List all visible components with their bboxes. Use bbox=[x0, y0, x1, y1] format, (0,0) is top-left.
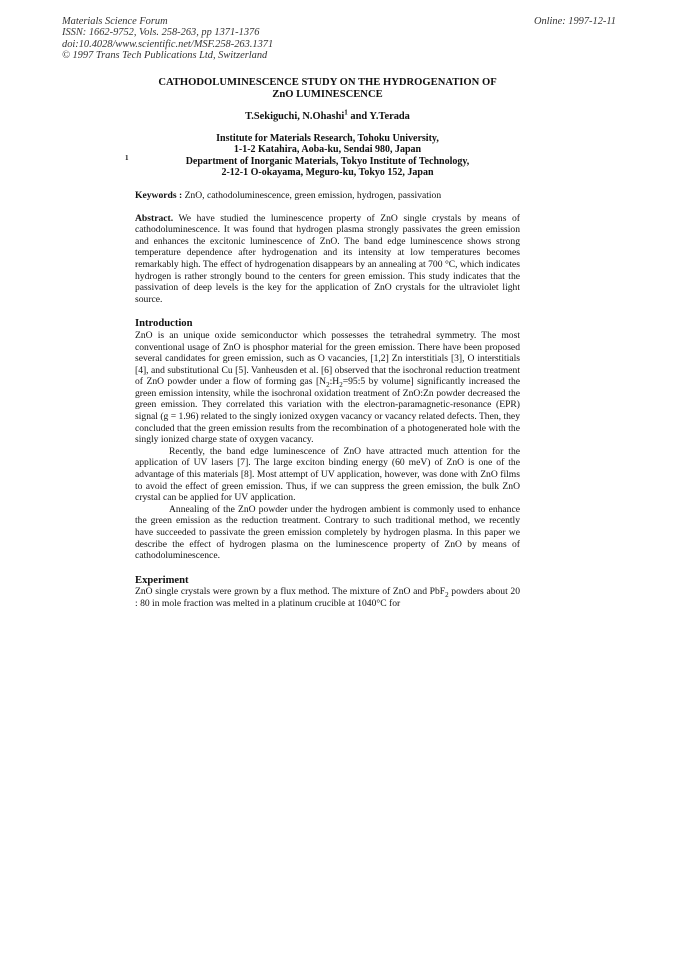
intro-p1-part-a: ZnO is an unique oxide semiconductor which possesses the tetrahedral symmetry. The most conventional usage of ZnO is phosphor material for the green emission. There have been proposed several candidates for green emission, such as O vacancies, [1,2] Zn interstitials [3], O interstitials [4], and substitutional Cu [5]. Vanheusden et al. [6] observed that the isochronal reduction treatment of ZnO powder under a flow of forming gas [N bbox=[135, 329, 520, 388]
introduction-heading: Introduction bbox=[135, 318, 193, 330]
experiment-paragraph-1 bbox=[135, 586, 520, 609]
abstract bbox=[135, 213, 520, 306]
affiliation-2-mark: 1 bbox=[125, 153, 129, 162]
experiment-heading: Experiment bbox=[135, 574, 189, 586]
affiliations bbox=[125, 132, 520, 179]
doi-line[interactable]: doi:10.4028/www.scientific.net/MSF.258-263.1371 bbox=[62, 38, 274, 50]
issn-line: ISSN: 1662-9752, Vols. 258-263, pp 1371-1376 bbox=[62, 27, 260, 39]
abstract-label: Abstract. bbox=[135, 212, 174, 224]
author-last: and Y.Terada bbox=[347, 111, 410, 122]
citation-header bbox=[62, 16, 273, 62]
paper-body bbox=[125, 77, 521, 610]
intro-paragraph-2: Recently, the band edge luminescence of ZnO have attracted much attention for the application of UV lasers [7]. The large exciton binding energy (60 meV) of ZnO is one of the advantage of this materials [8]. Most attempt of UV application, however, was done with ZnO films to avoid the effect of green emission. Thus, if we can suppress the green emission, the bulk ZnO crystal can be applied for UV application. bbox=[135, 445, 520, 504]
affiliation-2-line-2: 2-12-1 O-okayama, Meguro-ku, Tokyo 152, Japan bbox=[221, 167, 434, 179]
copyright-line: © 1997 Trans Tech Publications Ltd, Switzerland bbox=[62, 50, 268, 62]
author-affiliation-mark: 1 bbox=[344, 108, 348, 117]
keywords-label: Keywords : bbox=[135, 189, 185, 201]
author-list bbox=[135, 108, 520, 123]
intro-paragraph-1 bbox=[135, 330, 520, 446]
subscript: 2 bbox=[339, 381, 343, 390]
intro-p1-part-b: :H bbox=[329, 376, 340, 388]
journal-name: Materials Science Forum bbox=[62, 16, 168, 27]
keywords bbox=[135, 190, 520, 202]
keywords-text: ZnO, cathodoluminescence, green emission, hydrogen, passivation bbox=[184, 189, 442, 201]
intro-p1-part-c: =95:5 by volume] significantly increased the green emission intensity, while the isochronal oxidation treatment of ZnO:Zn powder decreased the green emission. They correlated this variation with the electron-paramagnetic-resonance (EPR) signal (g = 1.96) related to the singly ionized oxygen vacancy or vacancy related defects. Then, they concluded that the green emission results from the recombination of a photogenerated hole with the singly ionized charge state of oxygen vacancy. bbox=[135, 376, 520, 446]
paper-title bbox=[135, 77, 520, 101]
exp-p1-part-a: ZnO single crystals were grown by a flux method. The mixture of ZnO and PbF bbox=[135, 586, 446, 598]
subscript: 2 bbox=[445, 591, 449, 600]
affiliation-2-text: Department of Inorganic Materials, Tokyo Institute of Technology, bbox=[185, 155, 470, 167]
intro-paragraph-3: Annealing of the ZnO powder under the hydrogen ambient is commonly used to enhance the green emission as the reduction treatment. Contrary to such traditional method, we recently have succeeded to passivate the green emission completely by hydrogen plasma. In this paper we describe the effect of hydrogen plasma on the luminescence property of ZnO by means of cathodoluminescence. bbox=[135, 503, 520, 562]
subscript: 2 bbox=[326, 381, 330, 390]
author-names: T.Sekiguchi, N.Ohashi bbox=[245, 111, 345, 122]
affiliation-1-line-1: Institute for Materials Research, Tohoku University, bbox=[216, 132, 439, 144]
affiliation-2-line-1 bbox=[125, 153, 520, 168]
affiliation-1-line-2: 1-1-2 Katahira, Aoba-ku, Sendai 980, Japan bbox=[233, 144, 422, 156]
exp-p1-part-b: powders about 20 : 80 in mole fraction was melted in a platinum crucible at 1040°C for bbox=[135, 586, 521, 609]
online-date: Online: 1997-12-11 bbox=[533, 16, 616, 27]
title-line-2: ZnO LUMINESCENCE bbox=[272, 89, 383, 100]
abstract-text: We have studied the luminescence property of ZnO single crystals by means of cathodoluminescence. It was found that hydrogen plasma strongly passivates the green emission and enhances the excitonic luminescence of ZnO. The band edge luminescence shows strong temperature dependence after hydrogenation and its intensity at low temperatures becomes remarkably high. The effect of hydrogenation disappears by an annealing at 700 °C, which indicates hydrogen is rather strongly bound to the centers for green emission. This study indicates that the passivation of deep levels is the key for the application of ZnO crystals for the ultraviolet light source. bbox=[135, 212, 520, 305]
title-line-1: CATHODOLUMINESCENCE STUDY ON THE HYDROGENATION OF bbox=[158, 77, 497, 88]
